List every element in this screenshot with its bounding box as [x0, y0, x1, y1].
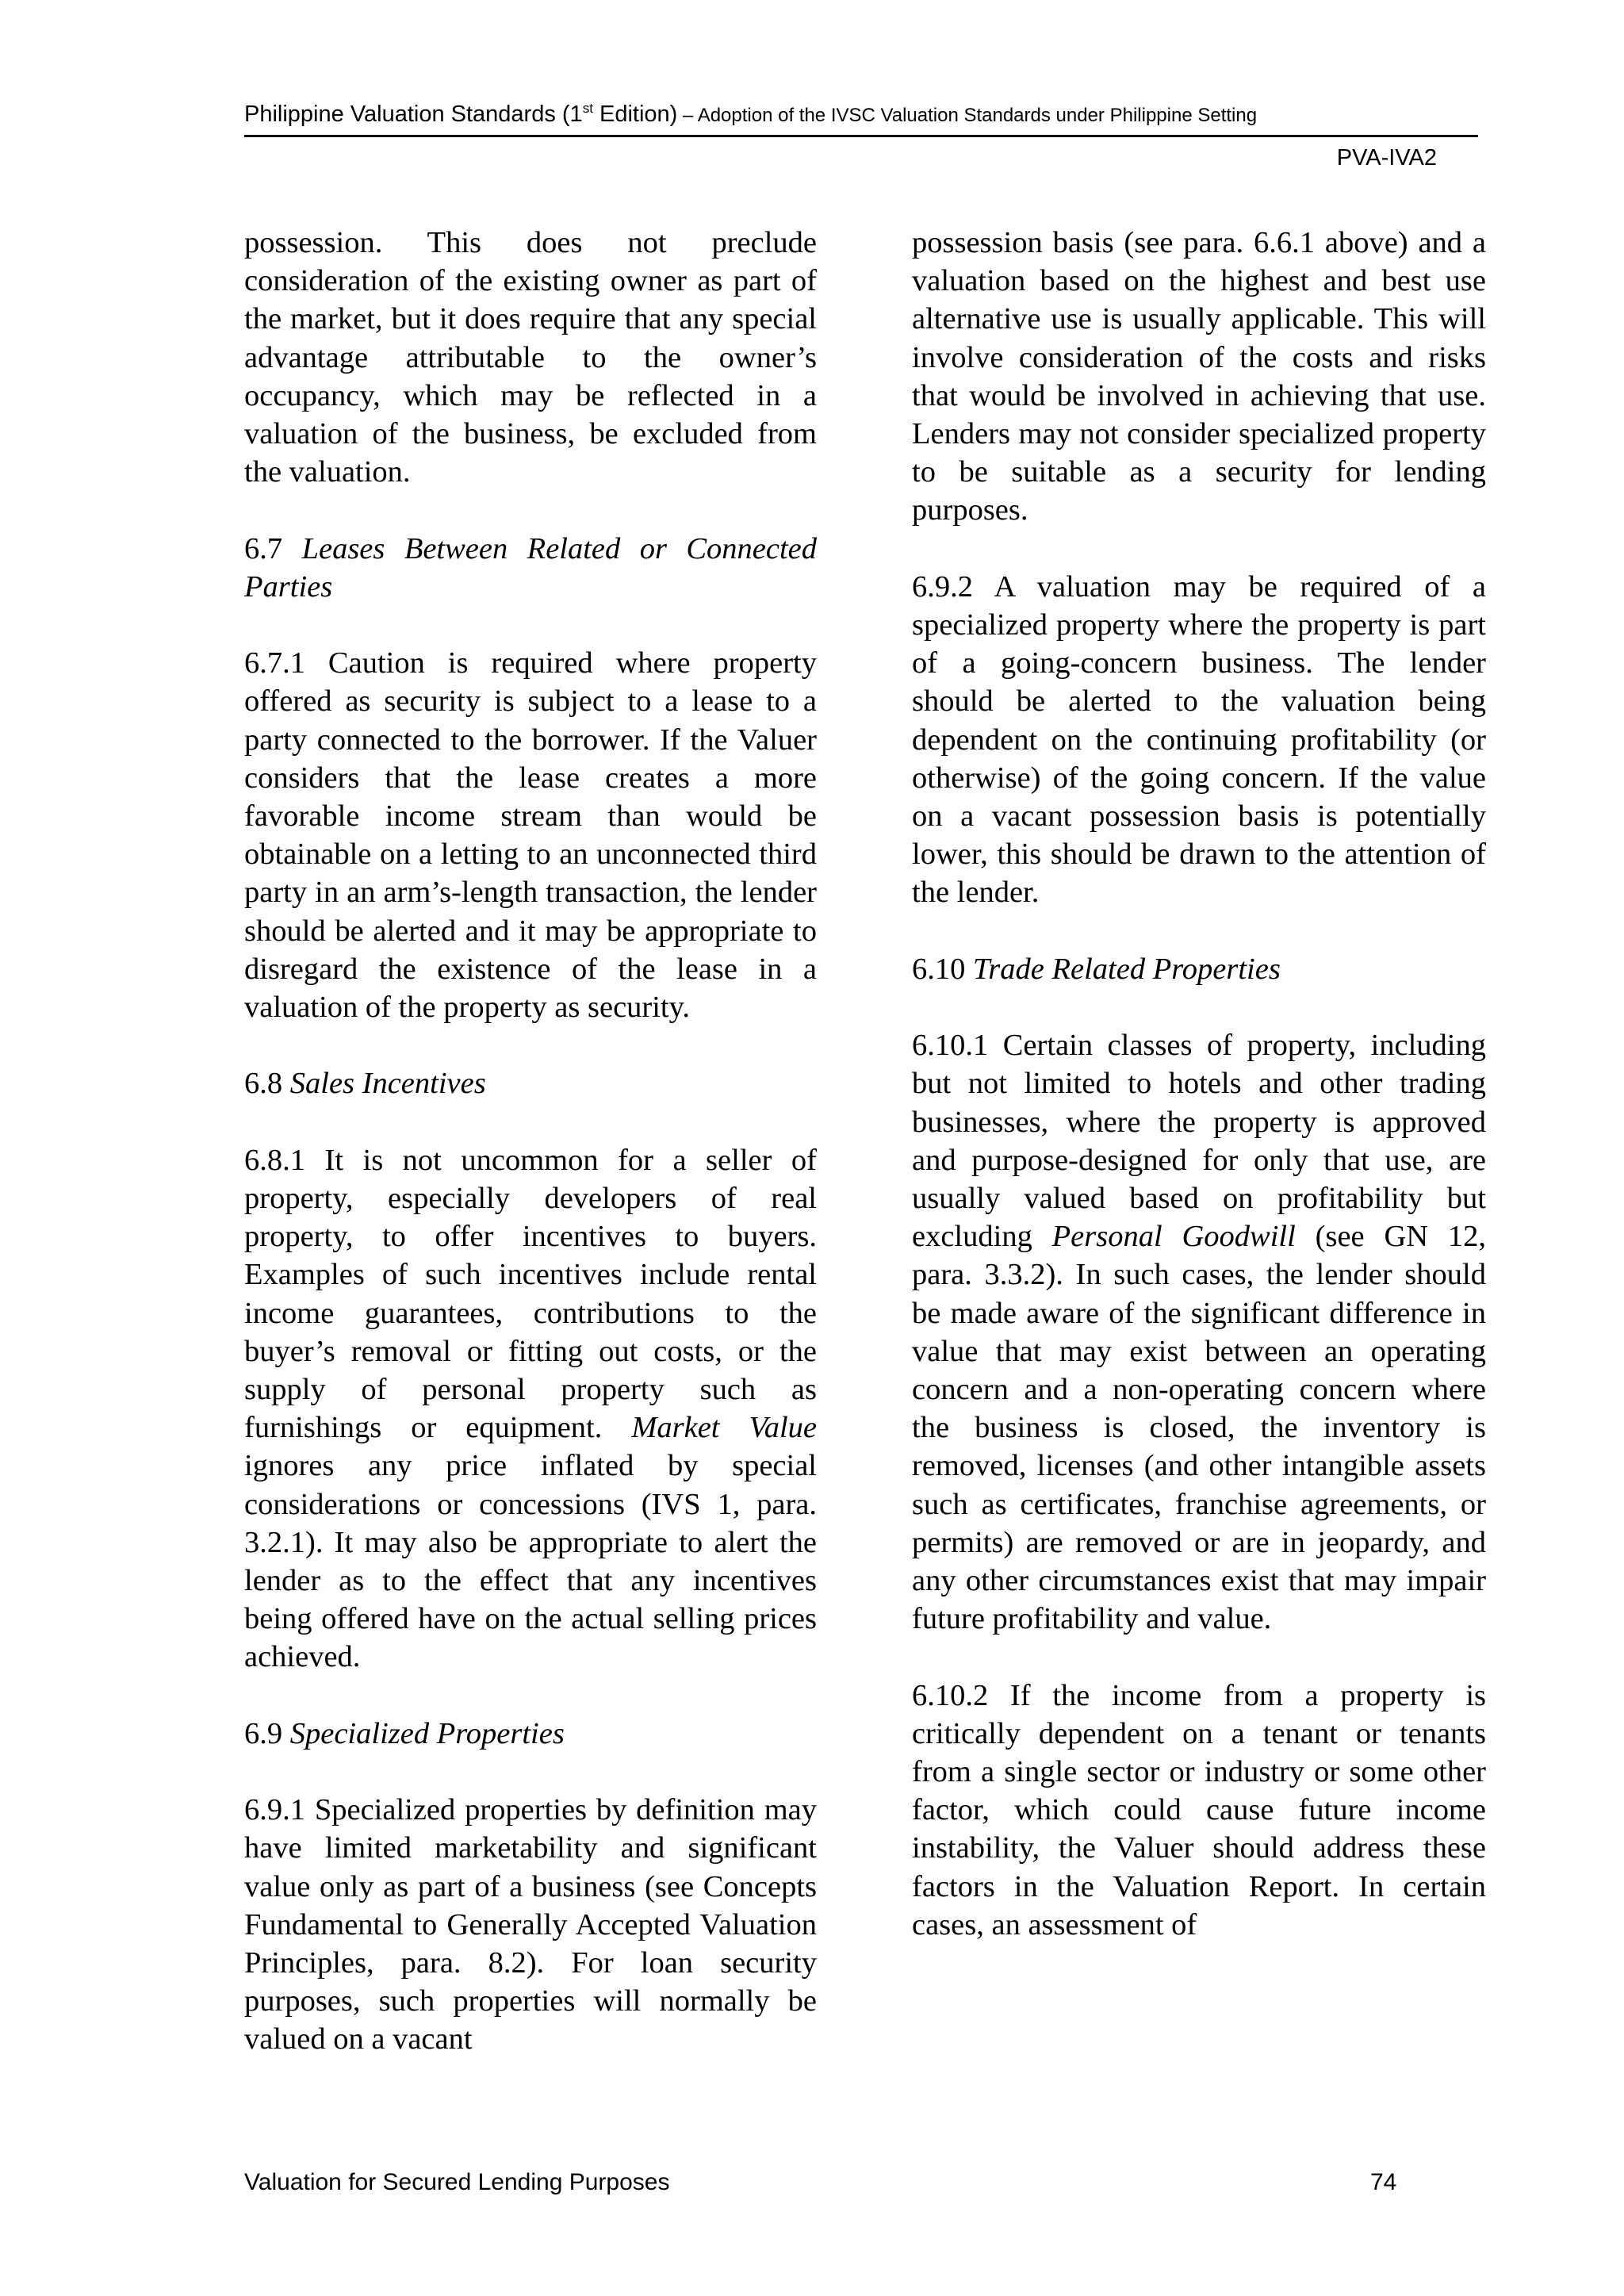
- paragraph-6-10-2: 6.10.2 If the income from a property is critically dependent on a tenant or tenants from a single sector or industry or some other factor, which could cause future income instability, the Valuer should address these factors in the Valuation Report. In certain cases, an assessment of: [912, 1678, 1486, 1941]
- paragraph-6-9-1-continued: possession basis (see para. 6.6.1 above) and a valuation based on the highest and best use alternative use is usually applicable. This will involve consideration of the costs and risks that would be involved in achieving that use. Lenders may not consider specialized property to be suitable as a security for lending purposes.: [912, 226, 1486, 527]
- paragraph-6-7-1: 6.7.1 Caution is required where property offered as security is subject to a lease to a party connected to the borrower. If the Valuer considers that the lease creates a more favorable income stream than would be obtainable on a letting to an unconnected third party in an arm’s-length transaction, the lender should be alerted and it may be appropriate to disregard the existence of the lease in a valuation of the property as security.: [244, 646, 817, 1025]
- section-number: 6.8: [244, 1067, 290, 1101]
- page-number: 74: [1370, 2169, 1397, 2195]
- page-header: [244, 98, 1478, 172]
- header-title-superscript: st: [582, 101, 593, 116]
- section-number: 6.7: [244, 531, 302, 565]
- left-column: [244, 224, 817, 2059]
- paragraph-text: ignores any price inflated by special considerations or concessions (IVS 1, para. 3.2.1). It may also be appropriate to alert the lender as to the effect that any incentives being offered have on the actual selling prices achieved.: [244, 1449, 817, 1674]
- header-title: [244, 98, 1478, 132]
- section-title: Sales Incentives: [289, 1067, 486, 1101]
- header-title-edition: Edition): [592, 102, 678, 127]
- section-heading-6-10: [912, 950, 1486, 988]
- emphasis-personal-goodwill: Personal Goodwill: [1051, 1220, 1296, 1254]
- paragraph-6-9-2: 6.9.2 A valuation may be required of a specialized property where the property is part of a going-concern business. The lender should be alerted to the valuation being dependent on the continuing profitability (or otherwise) of the going concern. If the value on a vacant possession basis is potentially lower, this should be drawn to the attention of the lender.: [912, 569, 1486, 910]
- header-subtitle: – Adoption of the IVSC Valuation Standards under Philippine Setting: [677, 105, 1258, 126]
- right-column: [912, 224, 1486, 1944]
- section-heading-6-8: [244, 1064, 817, 1102]
- section-number: 6.9: [244, 1716, 290, 1750]
- paragraph-6-9-1: 6.9.1 Specialized properties by definition may have limited marketability and significant value only as part of a business (see Concepts Fundamental to Generally Accepted Valuation Principles, para. 8.2). For loan security purposes, such properties will normally be valued on a vacant: [244, 1793, 817, 2056]
- paragraph-possession-continued: possession. This does not preclude consideration of the existing owner as part of the market, but it does require that any special advantage attributable to the owner’s occupancy, which may be reflected in a valuation of the business, be excluded from the valuation.: [244, 226, 817, 489]
- document-code: PVA-IVA2: [1336, 145, 1437, 171]
- section-title: Specialized Properties: [289, 1716, 565, 1750]
- footer-section-title: Valuation for Secured Lending Purposes: [244, 2169, 670, 2195]
- paragraph-text: 6.8.1 It is not uncommon for a seller of property, especially developers of real property, to offer incentives to buyers. Examples of such incentives include rental income guarantees, contributions to the buyer’s removal or fitting out costs, or the supply of personal property such as furnishings or equipment.: [244, 1143, 817, 1445]
- header-rule: [244, 135, 1478, 137]
- emphasis-market-value: Market Value: [631, 1411, 817, 1445]
- section-number: 6.10: [912, 952, 973, 986]
- paragraph-text: 6.10.1 Certain classes of property, including but not limited to hotels and other trading businesses, where the property is approved and purpose-designed for only that use, are usually valued based on profitability but excluding: [912, 1029, 1486, 1254]
- section-title: Leases Between Related or Connected Parties: [244, 531, 818, 604]
- header-title-main: Philippine Valuation Standards (1: [244, 102, 583, 127]
- paragraph-text: (see GN 12, para. 3.3.2). In such cases, the lender should be made aware of the significant difference in value that may exist between an operating concern and a non-operating concern where the business is closed, the inventory is removed, licenses (and other intangible assets such as certificates, franchise agreements, or permits) are removed or are in jeopardy, and any other circumstances exist that may impair future profitability and value.: [912, 1220, 1487, 1636]
- paragraph-6-10-1: [912, 1026, 1486, 1638]
- section-title: Trade Related Properties: [973, 952, 1281, 986]
- paragraph-6-8-1: [244, 1141, 817, 1677]
- section-heading-6-7: [244, 530, 817, 606]
- section-heading-6-9: [244, 1715, 817, 1753]
